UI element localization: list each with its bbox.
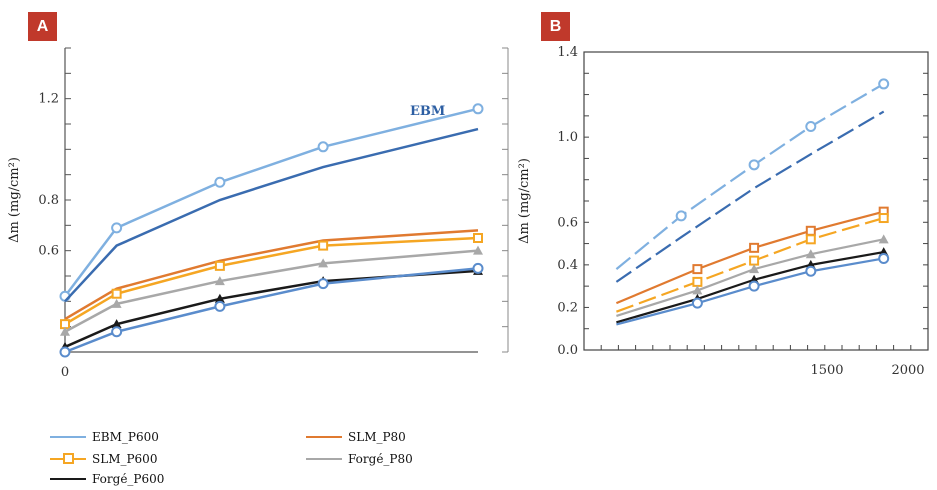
b-y-tick-label: 1.0 — [557, 130, 578, 146]
legend-item-slm-p600 — [50, 452, 157, 466]
legend-item-slm-p80 — [306, 430, 406, 444]
b-point-2-2 — [807, 227, 815, 235]
legend-label-slm-p600: SLM_P600 — [92, 452, 158, 466]
b-point-6-0 — [693, 299, 702, 308]
b-point-0-2 — [806, 122, 815, 131]
b-point-2-0 — [693, 265, 701, 273]
panel-a-badge: A — [28, 12, 57, 41]
legend-label-ebm-p600: EBM_P600 — [92, 430, 159, 444]
b-y-tick-label: 0.6 — [557, 215, 578, 231]
b-y-tick-label: 0.4 — [557, 257, 578, 273]
b-series-line-6 — [616, 258, 883, 324]
legend-label-forge-p80: Forgé_P80 — [348, 452, 413, 466]
b-point-3-1 — [750, 257, 758, 265]
a-y-tick-label: 1.2 — [38, 91, 59, 107]
legend-item-ebm-p600 — [50, 430, 159, 444]
b-x-tick-label: 2000 — [891, 363, 925, 378]
legend-swatch-ebm-p600 — [50, 436, 86, 438]
b-point-0-1 — [750, 160, 759, 169]
legend-swatch-forge-p600 — [50, 478, 86, 480]
legend-label-forge-p600: Forgé_P600 — [92, 472, 165, 486]
a-x-tick-label: 0 — [60, 365, 70, 380]
legend-swatch-slm-p600 — [50, 458, 86, 460]
b-point-3-0 — [693, 278, 701, 286]
b-point-6-1 — [750, 282, 759, 291]
legend-item-forge-p600 — [50, 472, 164, 486]
b-series-line-0 — [616, 84, 883, 269]
legend-item-forge-p80 — [306, 452, 413, 466]
a-annotation-ebm: EBM — [410, 104, 446, 119]
b-point-3-2 — [807, 235, 815, 243]
a-y-tick-label: 0.8 — [38, 193, 59, 208]
legend-swatch-forge-p80 — [306, 458, 342, 460]
b-point-0-3 — [879, 79, 888, 88]
b-y-label: Δm (mg/cm²) — [517, 158, 532, 244]
legend-swatch-slm-p80 — [306, 436, 342, 438]
b-point-0-0 — [677, 211, 686, 220]
b-y-tick-label: 0.2 — [557, 300, 578, 316]
b-point-4-3 — [879, 234, 889, 243]
b-y-tick-label: 1.4 — [557, 45, 578, 60]
b-point-2-1 — [750, 244, 758, 252]
b-point-6-3 — [879, 254, 888, 263]
b-x-tick-label: 1500 — [810, 363, 844, 378]
legend-label-slm-p80: SLM_P80 — [348, 430, 406, 444]
a-y-tick-label: 0.6 — [38, 243, 59, 259]
panel-b-badge: B — [541, 12, 570, 41]
legend — [50, 428, 610, 488]
b-y-tick-label: 0.0 — [557, 343, 578, 358]
b-plot-frame — [584, 52, 928, 350]
a-y-label: Δm (mg/cm²) — [7, 157, 22, 243]
b-point-3-3 — [880, 214, 888, 222]
b-point-6-2 — [806, 267, 815, 276]
